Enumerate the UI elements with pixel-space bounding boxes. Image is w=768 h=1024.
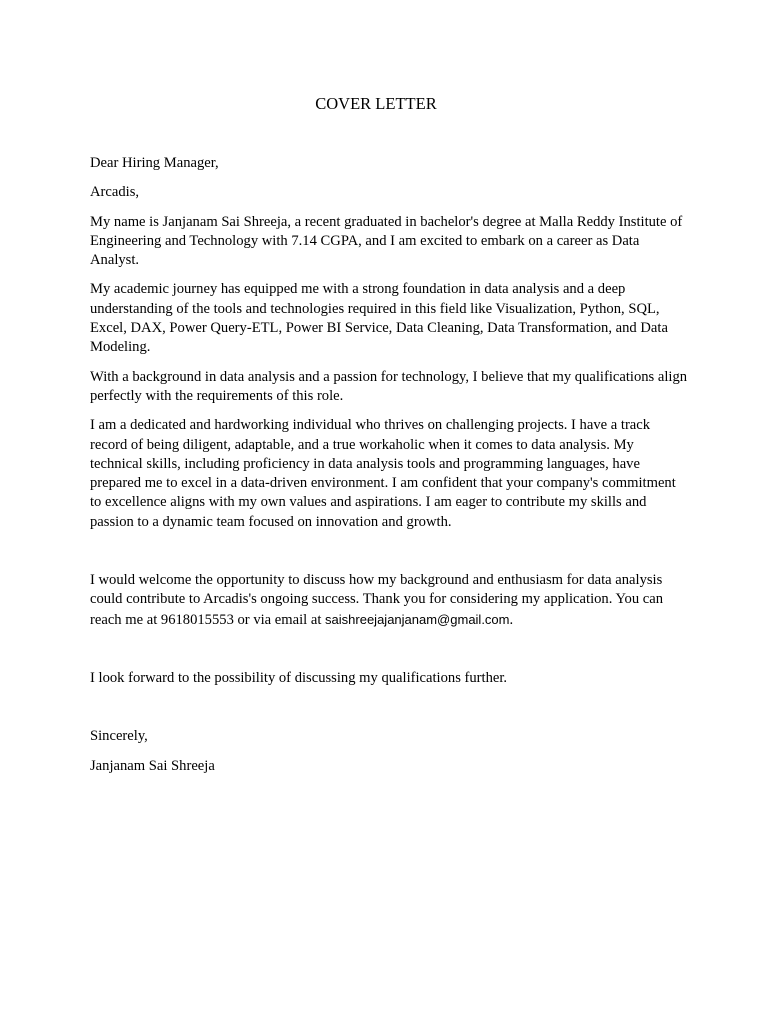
contact-text: I would welcome the opportunity to discuss how my background and enthusiasm for data analysis could contribute to Arcadis's ongoing success. Thank you for considering my application. You can reach me at 9618015553 or via email at bbox=[90, 572, 664, 628]
paragraph-background: With a background in data analysis and a passion for technology, I believe that my qualifications align perfectly with the requirements of this role. bbox=[90, 368, 688, 404]
paragraph-academic: My academic journey has equipped me with a strong foundation in data analysis and a deep understanding of the tools and technologies required in this field like Visualization, Python, SQL, Excel, DAX, Power Query-ETL, Power BI Service, Data Cleaning, Data Transformation, and Data Modeling. bbox=[90, 281, 668, 356]
document-title: COVER LETTER bbox=[315, 94, 437, 113]
salutation: Dear Hiring Manager, bbox=[90, 155, 219, 171]
signature-name: Janjanam Sai Shreeja bbox=[90, 757, 215, 774]
forward-line: I look forward to the possibility of discussing my qualifications further. bbox=[90, 669, 508, 686]
paragraph-contact bbox=[90, 571, 690, 630]
paragraph-introduction: My name is Janjanam Sai Shreeja, a recent graduated in bachelor's degree at Malla Reddy Institute of Engineering and Technology with 7.14 CGPA, and I am excited to embark on a career as Data Analyst. bbox=[90, 213, 683, 269]
email-address: saishreejajanjanam@gmail.com bbox=[325, 611, 510, 627]
paragraph-skills: I am a dedicated and hardworking individual who thrives on challenging projects. I have a track record of being diligent, adaptable, and a true workaholic when it comes to data analysis. My technical skills, including proficiency in data analysis tools and programming languages, have prepared me to excel in a data-driven environment. I am confident that your company's commitment to excellence aligns with my own values and aspirations. I am eager to contribute my skills and passion to a dynamic team focused on innovation and growth. bbox=[90, 417, 676, 530]
sign-off: Sincerely, bbox=[90, 728, 148, 745]
letter-body bbox=[90, 154, 690, 776]
contact-text-end: . bbox=[509, 611, 514, 628]
company-name: Arcadis, bbox=[90, 184, 140, 201]
